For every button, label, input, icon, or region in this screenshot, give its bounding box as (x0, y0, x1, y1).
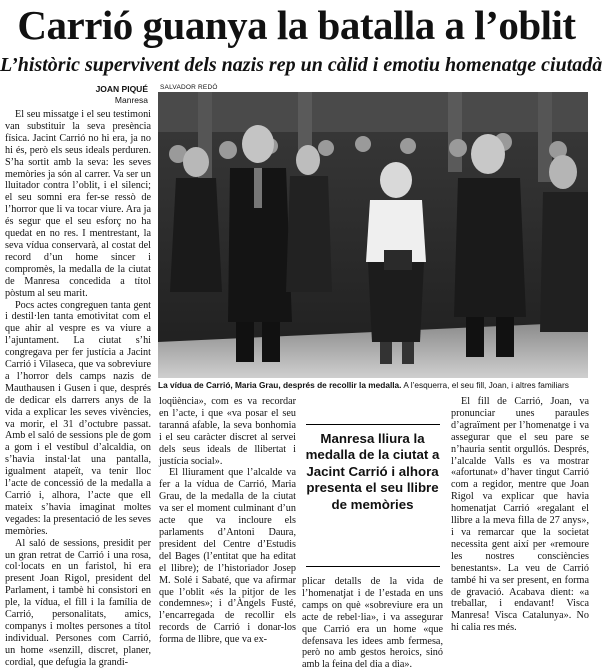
paragraph: plicar detalls de la vida de l’homenatjat i de l’estada en uns camps on què «sobreviure era un acte de rebel·lia», i va assegurar que Carrió era un home «que defensava les idees amb fermesa, però no amb gestos heroics, sinó amb la feina del dia a dia». (302, 576, 443, 671)
headline: Carrió guanya la batalla a l’oblit (17, 2, 576, 48)
paragraph: Al saló de sessions, presidit per un gran retrat de Carrió i una rosa, col·locats en un faristol, hi era present Joan Rigol, president del Parlament, i tambè hi consistori en ple, la vídua, el fill i la família de Carrió, personalitats, amics, companys i moltes persones a títol individual. Persones com Carrió, un home «senzill, discret, planer, cordial, que defugia la grandi- (5, 537, 151, 668)
pullquote-rule-bottom (306, 566, 440, 567)
dateline-location: Manresa (114, 95, 148, 105)
photo-placeholder-icon (158, 92, 588, 378)
paragraph: loqüència», com es va recordar en l’acte, i que «va posar el seu taranná afable, la seva bonhomia i el seu caràcter discret al servei dels seus ideals de llibertat i justícia social». (159, 396, 296, 467)
column-2 (159, 396, 296, 646)
paragraph: Pocs actes congreguen tanta gent i destil·len tanta emotivitat com el que ahir al vespre es va viure a l’ajuntament. La ciutat s’hi congregava per fer justícia a Jacint Carrió i Vilaseca, que va sobreviure a l’horror dels camps nazis de Mauthausen i Gusen i que, després de dedicar els darrers anys de la vida a explicar les seves vivències, va morir, el 31 d’octubre passat. Amb el saló de sessions ple de gom a gom i el vestíbul d’alcaldia, on s’havia instal·lat una pantalla, igualment atapeït, va tenir lloc l’acte de concessió de la medalla a Carrió i, alhora, l’acte que ell mateix s’havia imaginat moltes vegades: la presentació de les seves memòries. (5, 299, 151, 537)
photo-caption (158, 380, 588, 391)
column-4 (451, 396, 589, 634)
column-3 (302, 576, 443, 671)
column-1 (5, 109, 151, 669)
paragraph: El fill de Carrió, Joan, va pronunciar unes paraules d’agraïment per l’homenatge i va assegurar que el seu pare se n’hauria sentit orgullós. Després, l’alcalde Valls es va mostrar «afortunat» d’haver tingut Carrió com a regidor, mentre que Joan Rigol va explicar que havia homenatjat Carrió «regalant el llibre a la meva filla de 27 anys», i va remarcar que la societat necessita gent així per «remoure les nostres consciències benestants». La veu de Carrió també hi va ser present, en forma de gravació. Acabava dient: «a treballar, i endavant! Visca Manresa! Visca Catalunya». No hi calia res més. (451, 396, 589, 634)
author-name: JOAN PIQUÉ (95, 84, 148, 94)
paragraph: El seu missatge i el seu testimoni van substituir la seva presència física. Jacint Carrió no hi era, ja no hi és, però els seus ideals perduren. S’ha sortit amb la seva: les seves memòries ja són al carrer. Va ser un lluitador contra l’oblit, i el silenci; el seu somni era fer-se ressò de l’horror que li va tocar viure. Ara ja és segur que el seu esforç no ha quedat en no res. I mentrestant, la seva vídua conservarà, al costat del record d’un home sincer i compromès, la medalla de la ciutat de Manresa concedida a títol pòstum al seu marit. (5, 109, 151, 299)
byline (20, 84, 148, 106)
pullquote: Manresa lliura la medalla de la ciutat a Jacint Carrió i alhora presenta el seu llibre de memòries (305, 431, 440, 512)
photo-credit: SALVADOR REDÓ (160, 84, 218, 91)
subheadline: L’històric supervivent dels nazis rep un càlid i emotiu homenatge ciutadà (0, 54, 602, 76)
caption-rest: A l’esquerra, el seu fill, Joan, i altres familiars (401, 380, 569, 390)
caption-lead: La vídua de Carrió, Maria Grau, després de recollir la medalla. (158, 380, 402, 390)
article-photo (158, 92, 588, 378)
paragraph: El lliurament que l’alcalde va fer a la vídua de Carrió, Maria Grau, de la medalla de la ciutat va ser el moment culminant d’un acte que va incloure els parlaments d’Antoni Daura, president del Centre d’Estudis del Bages (l’entitat que ha editat el llibre); de l’historiador Josep M. Solé i Sabaté, que va afirmar que l’oblit «és la pitjor de les condemnes»; i d’Àngels Fusté, l’encarregada de recollir els records de Carrió i donar-los forma de llibre, que va ex- (159, 467, 296, 646)
